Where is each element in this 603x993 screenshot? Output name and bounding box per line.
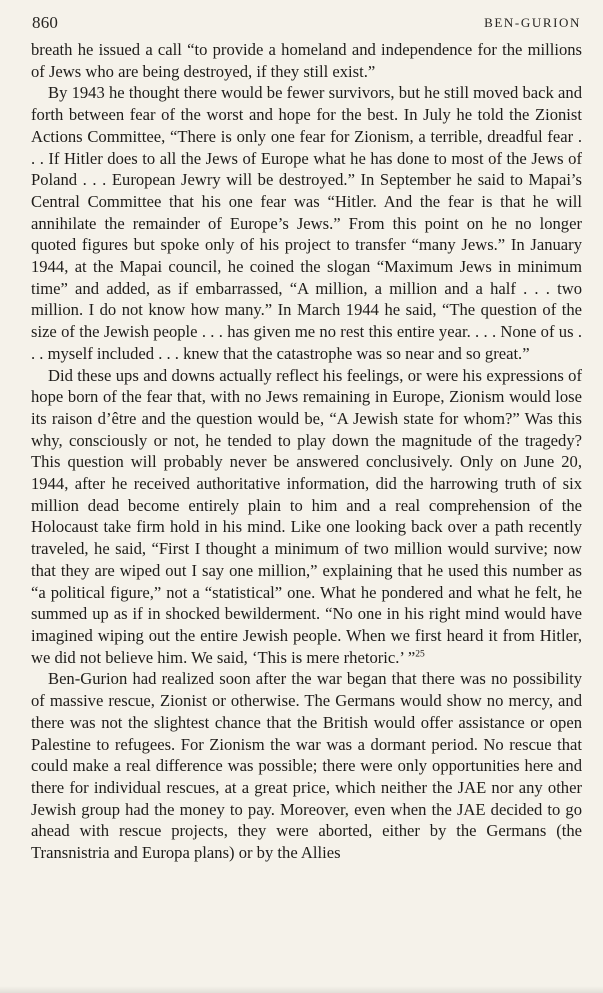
page-number: 860 <box>32 13 59 32</box>
page-header <box>32 13 581 35</box>
footnote-reference[interactable]: 25 <box>415 649 425 660</box>
running-head: BEN-GURION <box>484 15 581 30</box>
paragraph-ups-and-downs <box>31 365 582 669</box>
paragraph-continuation: breath he issued a call “to provide a homeland and independence for the millions of Jews who are being destroyed, if they still exist.” <box>31 40 582 81</box>
body-text <box>31 39 582 985</box>
page-bottom-shadow <box>0 986 603 993</box>
paragraph-no-massive-rescue: Ben-Gurion had realized soon after the war began that there was no possibility of massive rescue, Zionist or otherwise. The Germans would show no mercy, and there was not the slightest chance that the British would offer assistance or open Palestine to refugees. For Zionism the war was a dormant period. No rescue that could make a real difference was possible; there were only opportunities here and there for individual rescues, at a great price, which neither the JAE nor any other Jewish group had the money to pay. Moreover, even when the JAE decided to go ahead with rescue projects, they were aborted, either by the Germans (the Transnistria and Europa plans) or by the Allies <box>31 669 582 863</box>
paragraph-1943-fears: By 1943 he thought there would be fewer survivors, but he still moved back and forth between fear of the worst and hope for the best. In July he told the Zionist Actions Committee, “There is only one fear for Zionism, a terrible, dreadful fear . . . If Hitler does to all the Jews of Europe what he has done to most of the Jews of Poland . . . European Jewry will be destroyed.” In September he said to Mapai’s Central Committee that his one fear was “Hitler. And the fear is that he will annihilate the remainder of Europe’s Jews.” From this point on he no longer quoted figures but spoke only of his project to transfer “many Jews.” In January 1944, at the Mapai council, he coined the slogan “Maximum Jews in minimum time” and added, as if embarrassed, “A million, a million and a half . . . two million. I do not know how many.” In March 1944 he said, “The question of the size of the Jewish people . . . has given me no rest this entire year. . . . None of us . . . myself included . . . knew that the catastrophe was so near and so great.” <box>31 83 582 363</box>
paragraph-ups-and-downs-text: Did these ups and downs actually reflect his feelings, or were his expressions of hope born of the fear that, with no Jews remaining in Europe, Zionism would lose its raison d’être and the question would be, “A Jewish state for whom?” Was this why, consciously or not, he tended to play down the magnitude of the tragedy? This question will probably never be answered conclusively. Only on June 20, 1944, after he received authoritative information, did the harrowing truth of six million dead become entirely plain to him and a real comprehension of the Holocaust take firm hold in his mind. Like one looking back over a path recently traveled, he said, “First I thought a minimum of two million would survive; now that they are wiped out I say one million,” explaining that he used this number as “a political figure,” not a “statistical” one. What he pondered and what he felt, he summed up as if in shocked bewilderment. “No one in his right mind would have imagined wiping out the entire Jewish people. When we first heard it from Hitler, we did not believe him. We said, ‘This is mere rhetoric.’ ” <box>31 365 582 667</box>
